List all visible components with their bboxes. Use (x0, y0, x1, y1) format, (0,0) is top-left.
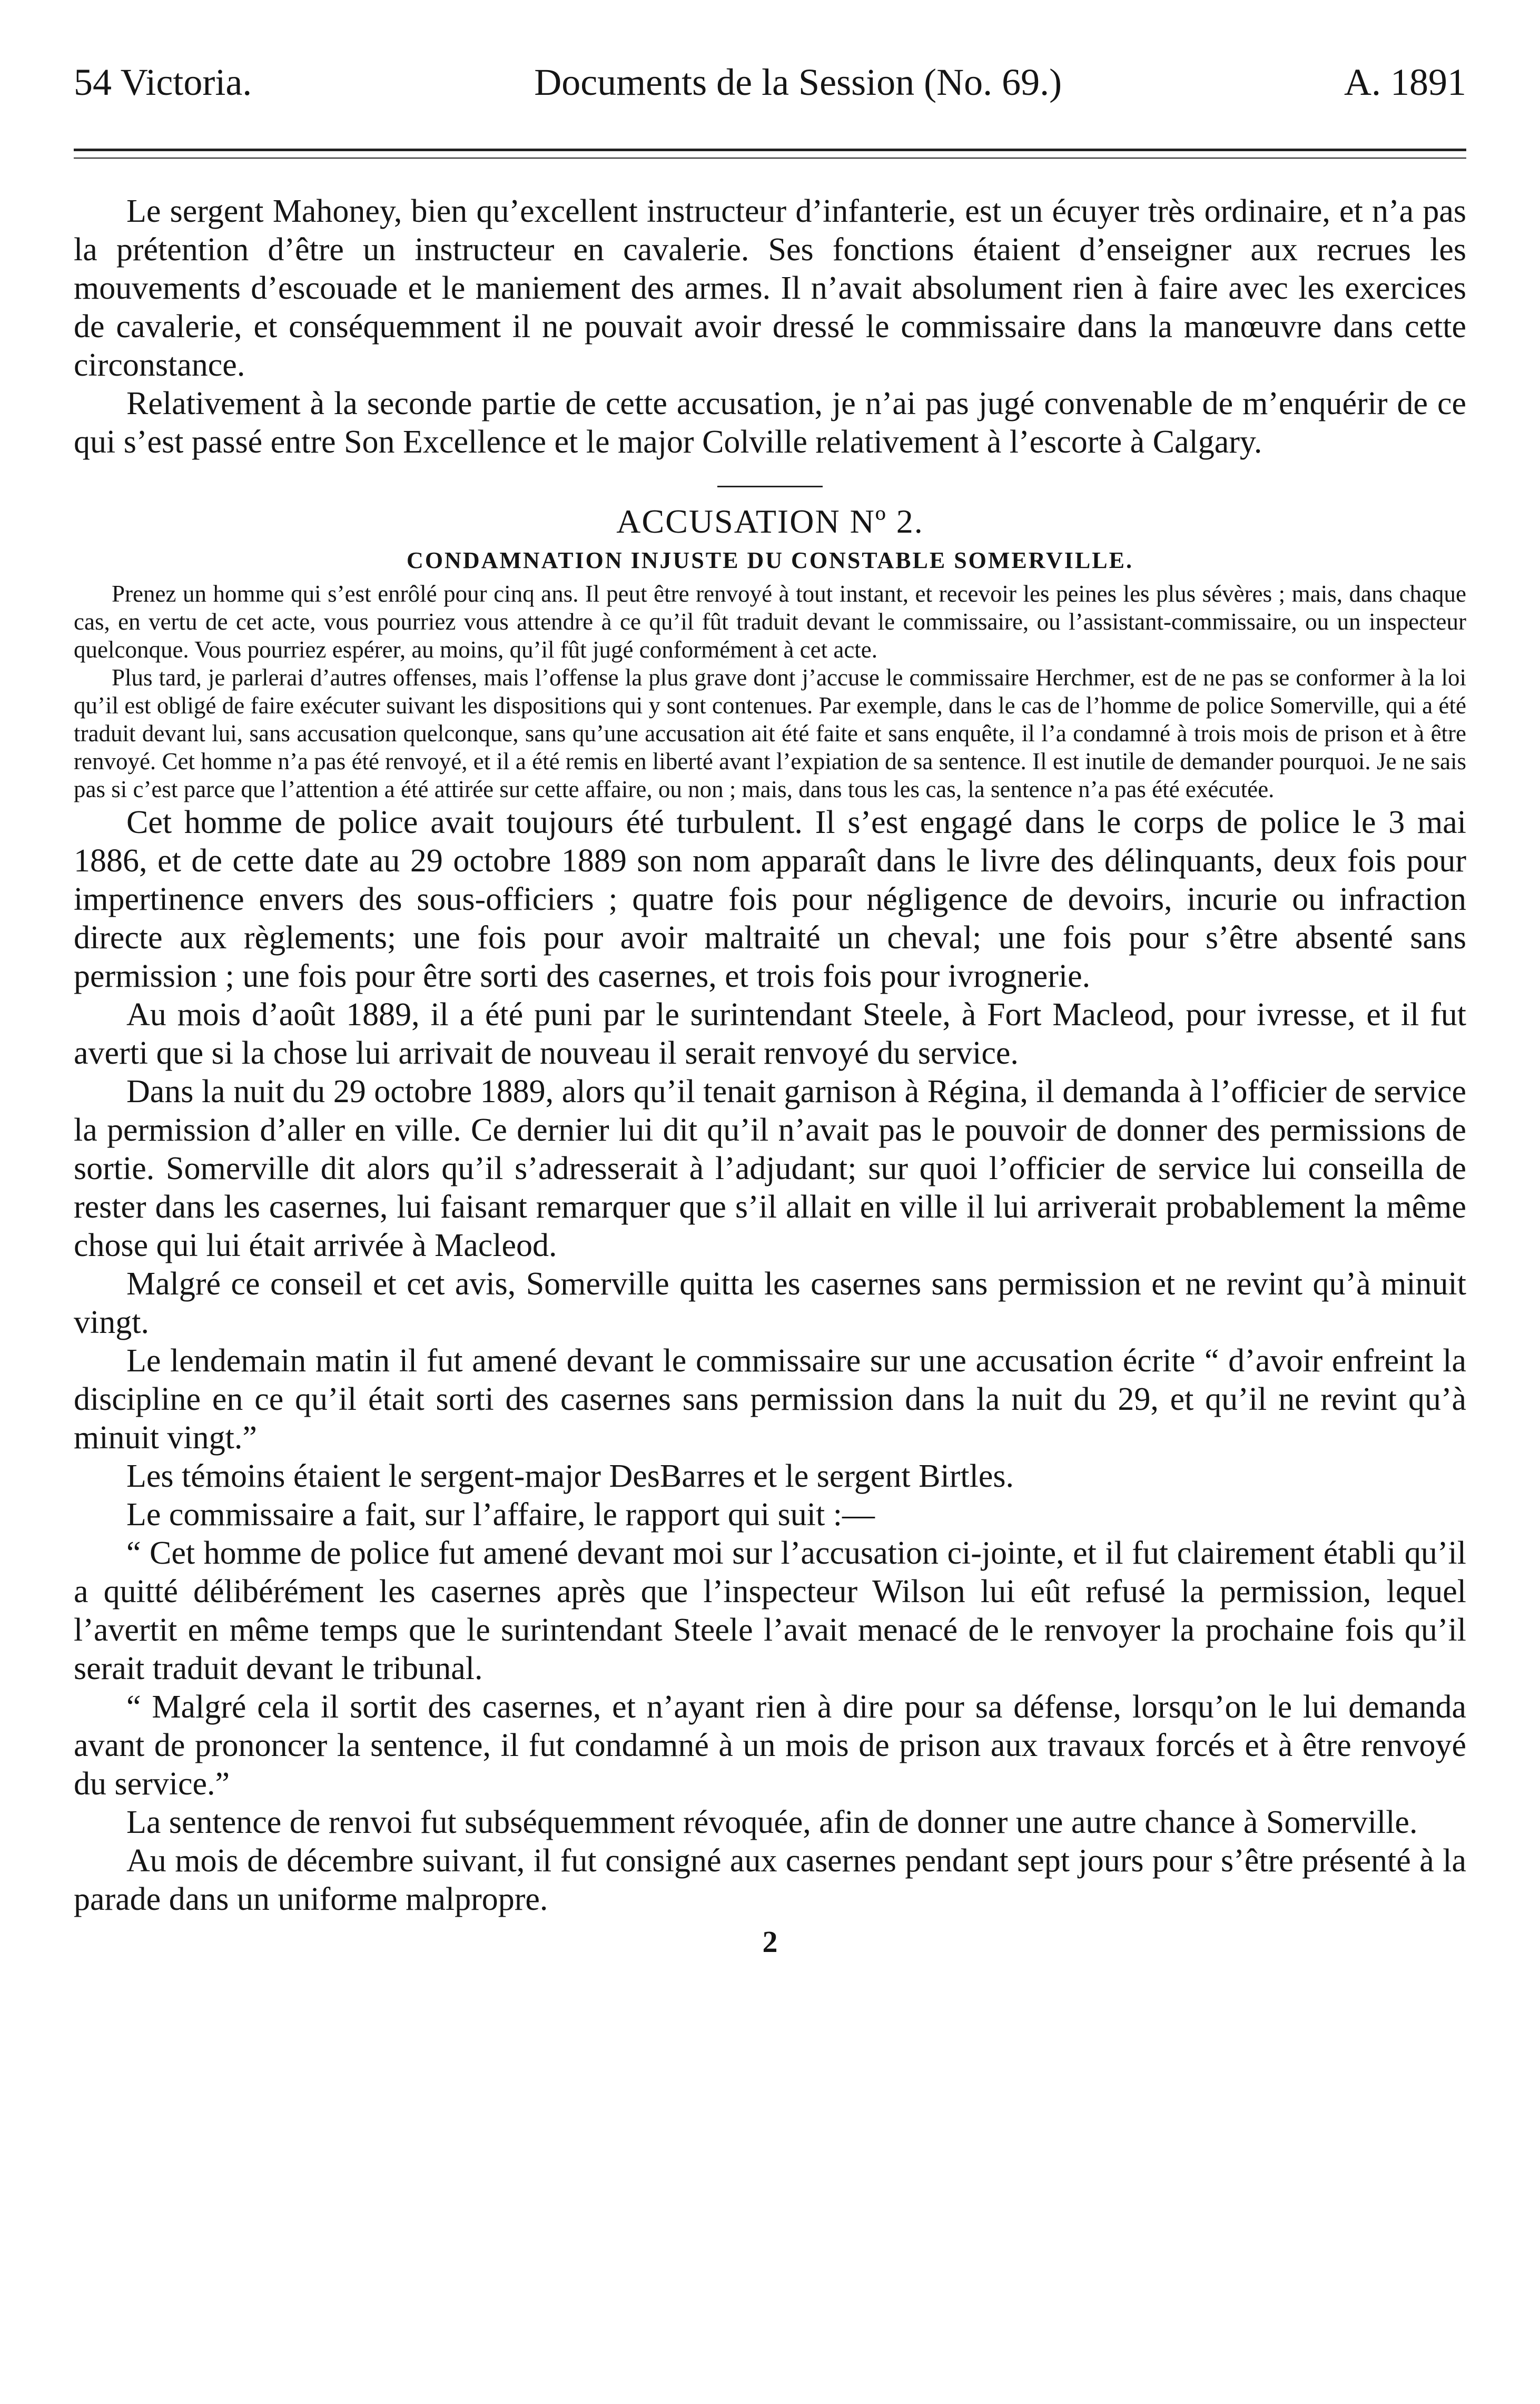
header-year: A. 1891 (1344, 61, 1466, 103)
paragraph: La sentence de renvoi fut subséquemment révoquée, afin de donner une autre chance à Somerville. (126, 1804, 1418, 1840)
header-rule-thin (74, 158, 1466, 159)
page-number: 2 (762, 1925, 778, 1959)
section-title: ACCUSATION Nº 2. (616, 503, 924, 540)
paragraph: Au mois de décembre suivant, il fut consigné aux casernes pendant sept jours pour s’être présenté à la parade dans un uniforme malpropre. (74, 1843, 1466, 1917)
paragraph: Cet homme de police avait toujours été turbulent. Il s’est engagé dans le corps de police le 3 mai 1886, et de cette date au 29 octobre 1889 son nom apparaît dans le livre des délinquants, deux fois pour impertinence envers des sous-officiers ; quatre fois pour négligence de devoirs, incurie ou infraction directe aux règlements; une fois pour avoir maltraité un cheval; une fois pour s’être absenté sans permission ; une fois pour être sorti des casernes, et trois fois pour ivrognerie. (74, 804, 1466, 994)
header-rule-thick (74, 149, 1466, 151)
paragraph: Les témoins étaient le sergent-major DesBarres et le sergent Birtles. (126, 1458, 1014, 1494)
paragraph: “ Cet homme de police fut amené devant moi sur l’accusation ci-jointe, et il fut clairement établi qu’il a quitté délibérément les casernes après que l’inspecteur Wilson lui eût refusé la permission, lequel l’avertit en même temps que le surintendant Steele l’avait menacé de le renvoyer la prochaine fois qu’il serait traduit devant le tribunal. (74, 1535, 1466, 1686)
paragraph: Au mois d’août 1889, il a été puni par le surintendant Steele, à Fort Macleod, pour ivresse, et il fut averti que si la chose lui arrivait de nouveau il serait renvoyé du service. (74, 997, 1466, 1071)
paragraph: Dans la nuit du 29 octobre 1889, alors qu’il tenait garnison à Régina, il demanda à l’officier de service la permission d’aller en ville. Ce dernier lui dit qu’il n’avait pas le pouvoir de donner des permissions de sortie. Somerville dit alors qu’il s’adresserait à l’adjudant; sur quoi l’officier de service lui conseilla de rester dans les casernes, lui faisant remarquer que s’il allait en ville il lui arriverait probablement la même chose qui lui était arrivée à Macleod. (74, 1074, 1466, 1263)
quoted-paragraph: Prenez un homme qui s’est enrôlé pour cinq ans. Il peut être renvoyé à tout instant, et recevoir les peines les plus sévères ; mais, dans chaque cas, en vertu de cet acte, vous pourriez vous attendre à ce qu’il fût traduit devant le commissaire, ou l’assistant-commissaire, ou un inspecteur quelconque. Vous pourriez espérer, au moins, qu’il fût jugé conformément à cet acte. (74, 581, 1466, 663)
running-header (74, 63, 1466, 116)
paragraph: Le commissaire a fait, sur l’affaire, le rapport qui suit :— (126, 1497, 875, 1533)
paragraph: Le sergent Mahoney, bien qu’excellent instructeur d’infanterie, est un écuyer très ordinaire, et n’a pas la prétention d’être un instructeur en cavalerie. Ses fonctions étaient d’enseigner aux recrues les mouvements d’escouade et le maniement des armes. Il n’avait absolument rien à faire avec les exercices de cavalerie, et conséquemment il ne pouvait avoir dressé le commissaire dans la manœuvre dans cette circonstance. (74, 193, 1466, 383)
section-divider (717, 486, 823, 487)
paragraph: Malgré ce conseil et cet avis, Somerville quitta les casernes sans permission et ne revint qu’à minuit vingt. (74, 1266, 1466, 1340)
quoted-paragraph: Plus tard, je parlerai d’autres offenses, mais l’offense la plus grave dont j’accuse le commissaire Herchmer, est de ne pas se conformer à la loi qu’il est obligé de faire exécuter suivant les dispositions qui y sont contenues. Par exemple, dans le cas de l’homme de police Somerville, qui a été traduit devant lui, sans accusation quelconque, sans qu’une accusation ait été faite et sans enquête, il l’a condamné à trois mois de prison et à être renvoyé. Cet homme n’a pas été renvoyé, et il a été remis en liberté avant l’expiation de sa sentence. Il est inutile de demander pourquoi. Je ne sais pas si c’est parce que l’attention a été attirée sur cette affaire, ou non ; mais, dans tous les cas, la sentence n’a pas été exécutée. (74, 664, 1466, 802)
paragraph: Relativement à la seconde partie de cette accusation, je n’ai pas jugé convenable de m’enquérir de ce qui s’est passé entre Son Excellence et le major Colville relativement à l’escorte à Calgary. (74, 386, 1466, 460)
header-double-rule (74, 149, 1466, 159)
paragraph: “ Malgré cela il sortit des casernes, et n’ayant rien à dire pour sa défense, lorsqu’on le lui demanda avant de prononcer la sentence, il fut condamné à un mois de prison aux travaux forcés et à être renvoyé du service.” (74, 1689, 1466, 1802)
header-title: Documents de la Session (No. 69.) (534, 61, 1062, 103)
header-volume: 54 Victoria. (74, 61, 252, 103)
paragraph: Le lendemain matin il fut amené devant le commissaire sur une accusation écrite “ d’avoir enfreint la discipline en ce qu’il était sorti des casernes sans permission dans la nuit du 29, et qu’il ne revint qu’à minuit vingt.” (74, 1343, 1466, 1456)
section-subtitle: CONDAMNATION INJUSTE DU CONSTABLE SOMERVILLE. (407, 547, 1133, 573)
document-body (74, 192, 1466, 1959)
